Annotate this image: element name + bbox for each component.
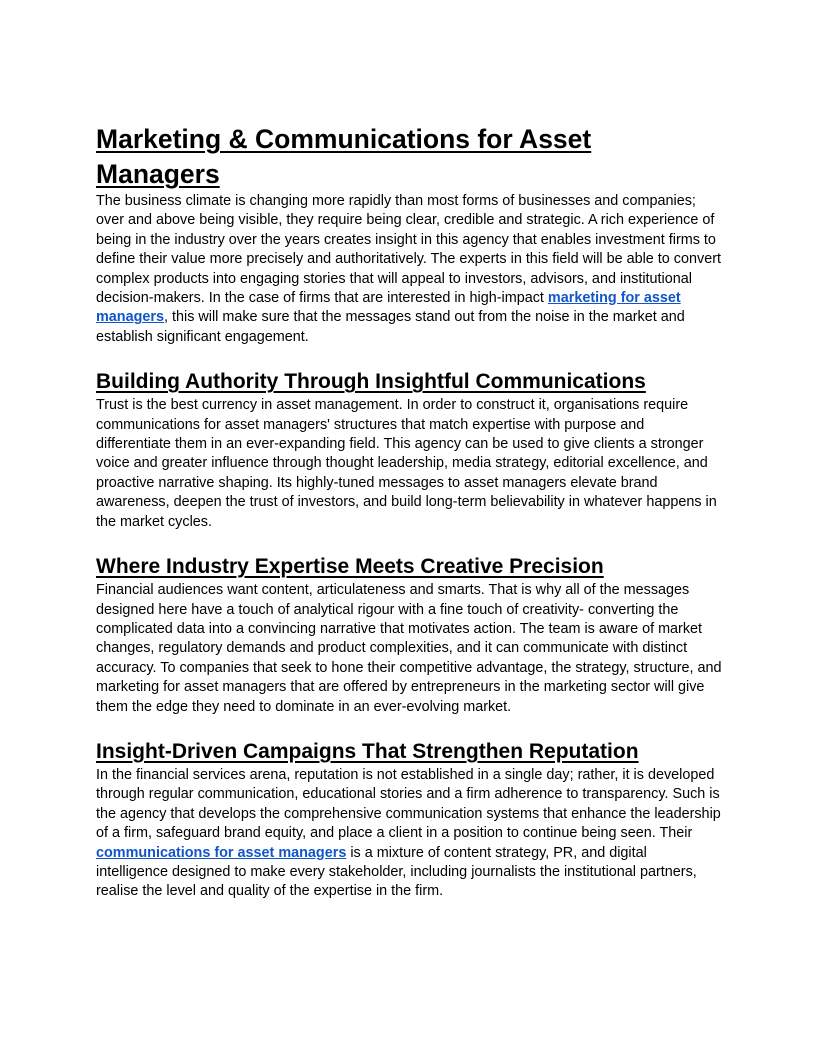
communications-link[interactable]: communications for asset managers [96,844,347,861]
campaigns-text-before: In the financial services arena, reputation is not established in a single day; rather, it is developed through regular communication, educational stories and a firm adherence to transparency. Such is the agency that develops the comprehensive communication systems that enhance the leadership of a firm, safeguard brand equity, and place a client in a position to continue being seen. Their [96,766,721,842]
section-heading-campaigns: Insight-Driven Campaigns That Strengthen Reputation [96,739,639,763]
campaigns-text-after: is a mixture of content strategy, PR, and digital intelligence designed to make every stakeholder, including journalists the institutional partners, realise the level and quality of the expertise in the firm. [96,844,697,900]
document-page [96,122,722,902]
marketing-link[interactable]: marketing for asset managers [96,290,681,326]
section-body-authority: Trust is the best currency in asset management. In order to construct it, organisations require communications for asset managers' structures that match expertise with purpose and differentiate them in an ever-expanding field. This agency can be used to give clients a stronger voice and greater influence through thought leadership, media strategy, editorial excellence, and proactive narrative shaping. Its highly-tuned messages to asset managers elevate brand awareness, deepen the trust of investors, and build long-term believability in whatever happens in the market cycles. [96,397,717,530]
intro-text-before: The business climate is changing more rapidly than most forms of businesses and companies; over and above being visible, they require being clear, credible and strategic. A rich experience of being in the industry over the years creates insight in this agency that enables investment firms to define their value more precisely and authoritatively. The experts in this field will be able to convert complex products into engaging stories that will appeal to investors, advisors, and institutional decision-makers. In the case of firms that are interested in high-impact [96,193,721,307]
section-heading-expertise: Where Industry Expertise Meets Creative Precision [96,555,604,579]
page-title: Marketing & Communications for Asset Managers [96,124,592,189]
section-body-campaigns [96,766,722,902]
section-heading-authority: Building Authority Through Insightful Communications [96,370,646,394]
intro-paragraph [96,192,722,347]
intro-text-after: , this will make sure that the messages stand out from the noise in the market and establish significant engagement. [96,309,685,345]
section-body-expertise: Financial audiences want content, articulateness and smarts. That is why all of the messages designed here have a touch of analytical rigour with a fine touch of creativity- converting the complicated data into a convincing narrative that motivates action. The team is aware of market changes, regulatory demands and product complexities, and it can communicate with distinct accuracy. To companies that seek to hone their competitive advantage, the strategy, structure, and marketing for asset managers that are offered by entrepreneurs in the marketing sector will give them the edge they need to dominate in an ever-evolving market. [96,582,722,715]
